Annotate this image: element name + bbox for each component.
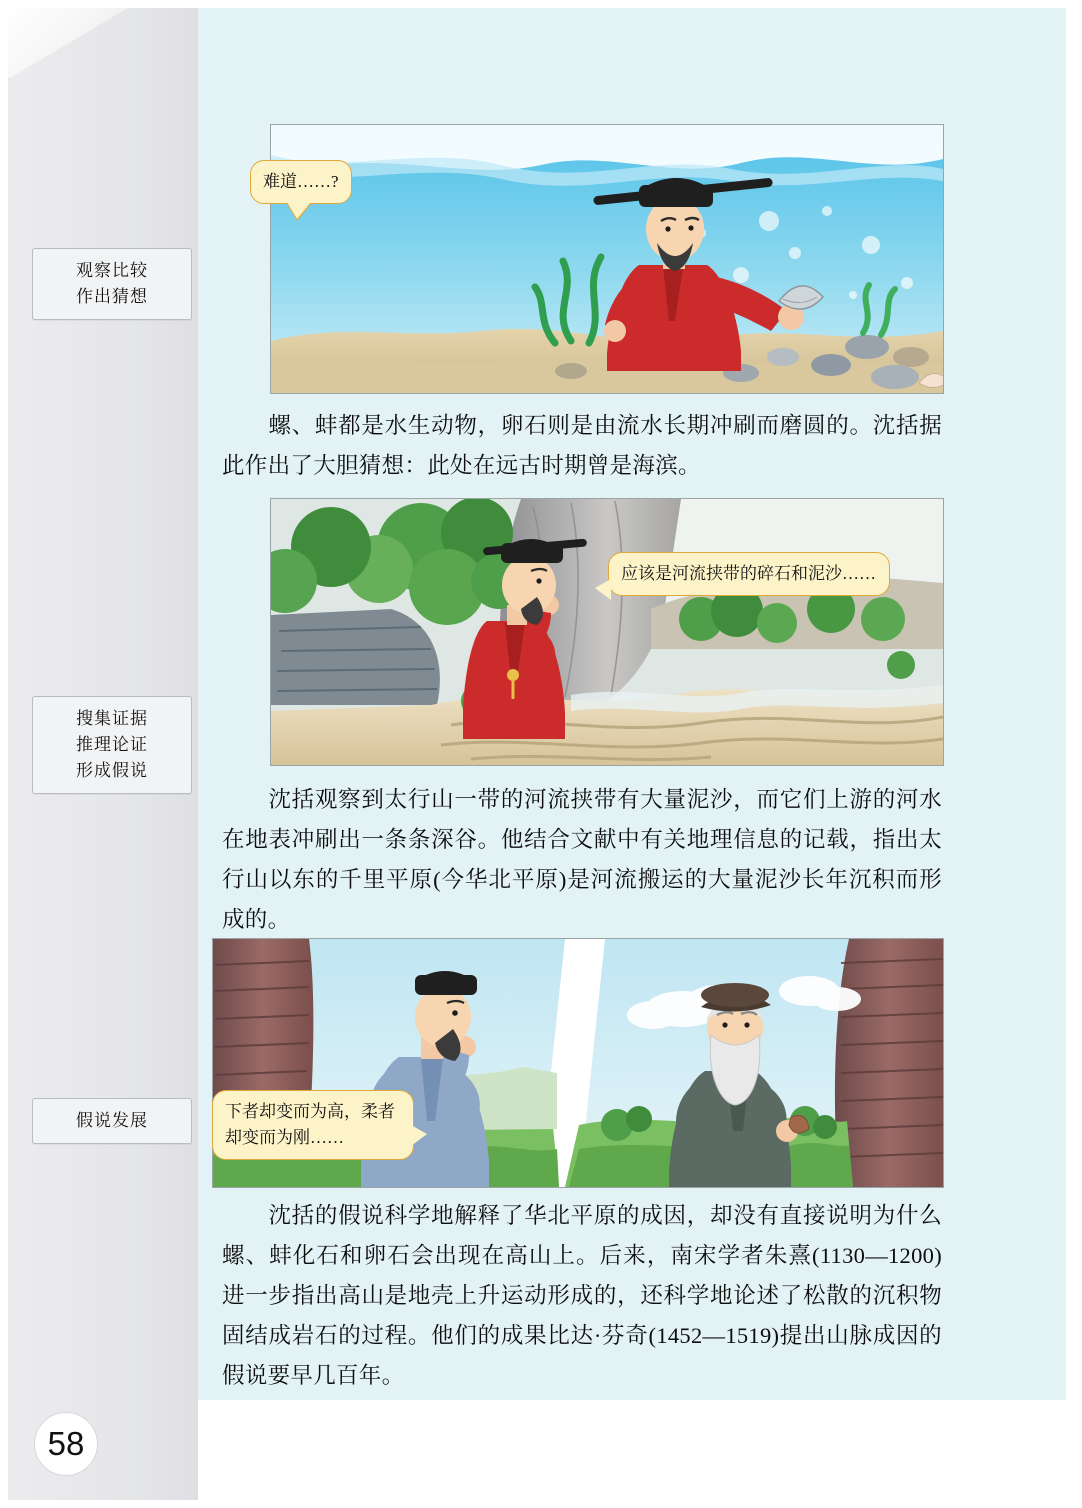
speech-bubble-hypothesis: 下者却变而为高，柔者却变而为刚…… <box>212 1090 414 1160</box>
side-tab-line: 作出猜想 <box>76 287 148 306</box>
illustration-underwater-shell <box>270 124 944 394</box>
illustration-river-valley <box>270 498 944 766</box>
page-number: 58 <box>34 1412 98 1476</box>
side-tab-line: 形成假说 <box>76 761 148 780</box>
sidebar-item-hypothesis-development[interactable] <box>32 1098 192 1144</box>
side-tab-line: 搜集证据 <box>76 709 148 728</box>
paragraph-two: 沈括观察到太行山一带的河流挟带有大量泥沙，而它们上游的河水在地表冲刷出一条条深谷。他结合文献中有关地理信息的记载，指出太行山以东的千里平原(今华北平原)是河流搬运的大量泥沙长年沉积而形成的。 <box>222 787 942 932</box>
shen-kuo-underwater-shell-scene <box>271 125 943 393</box>
paragraph-three: 沈括的假说科学地解释了华北平原的成因，却没有直接说明为什么螺、蚌化石和卵石会出现在高山上。后来，南宋学者朱熹(1130—1200) 进一步指出高山是地壳上升运动形成的，还科学地论述了松散的沉积物固结成岩石的过程。他们的成果比达·芬奇(1452—1519)提出山脉成因的假说要早几百年。 <box>222 1203 942 1388</box>
speech-bubble-doubt: 难道……? <box>250 160 352 204</box>
speech-bubble-sediment: 应该是河流挟带的碎石和泥沙…… <box>608 552 890 596</box>
shen-kuo-river-valley-scene <box>271 499 943 765</box>
side-tab-line: 假说发展 <box>76 1111 148 1130</box>
paragraph-one: 螺、蚌都是水生动物，卵石则是由流水长期冲刷而磨圆的。沈括据此作出了大胆猜想：此处在远古时期曾是海滨。 <box>222 413 942 478</box>
side-tab-line: 观察比较 <box>76 261 148 280</box>
sidebar-item-observe-compare-guess[interactable] <box>32 248 192 320</box>
sidebar-item-gather-evidence-hypothesis[interactable] <box>32 696 192 794</box>
side-tab-line: 推理论证 <box>76 735 148 754</box>
